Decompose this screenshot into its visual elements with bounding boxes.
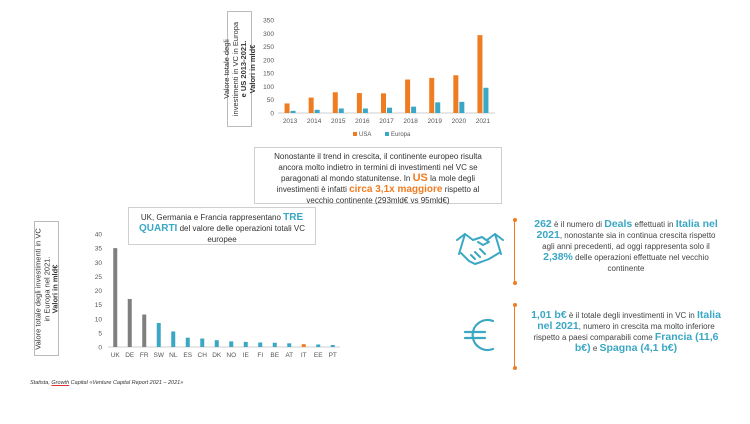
timeline-line-bottom <box>514 307 515 367</box>
bottom-bar-ee <box>316 344 320 347</box>
top-bar-europa <box>435 102 440 113</box>
callout-top-text-3: la mole degli investimenti è infatti <box>276 174 476 194</box>
bottom-chart-ylabel-box <box>34 221 59 356</box>
top-bar-usa <box>285 103 290 113</box>
top-xtick-label: 2016 <box>355 118 370 125</box>
top-legend-label: Europa <box>391 132 411 138</box>
deals-italy-2021: Italia nel 2021 <box>536 218 718 241</box>
top-bar-europa <box>291 111 296 113</box>
callout-top-multiplier: circa 3,1x maggiore <box>349 184 443 195</box>
bottom-bar-be <box>273 343 277 347</box>
callout-top-us: US <box>412 172 428 184</box>
top-bar-europa <box>483 88 488 113</box>
bottom-xtick-label: DK <box>212 352 222 359</box>
bottom-ytick-label: 10 <box>94 316 102 324</box>
bottom-bar-uk <box>113 248 117 347</box>
bottom-bar-chart <box>82 226 344 362</box>
total-investment-stat <box>530 310 722 354</box>
callout-top-text-1: Nonostante il trend in crescita, il continente europeo risulta ancora molto indietro in termini di investimenti nel VC se paragonati al mondo statunitense. In <box>274 152 482 183</box>
top-chart-ylabel-line-2: investimenti in VC in Europa <box>230 21 239 117</box>
footer-text-1: Statista, <box>30 380 52 386</box>
bottom-xtick-label: PT <box>328 352 337 359</box>
bottom-bar-it <box>302 344 306 347</box>
top-ytick-label: 250 <box>263 44 274 52</box>
top-legend-swatch <box>353 132 357 136</box>
top-bar-usa <box>309 98 314 113</box>
bottom-ytick-label: 5 <box>98 330 102 338</box>
top-bar-europa <box>339 108 344 113</box>
bottom-bar-pt <box>331 345 335 347</box>
source-footer <box>30 380 183 386</box>
top-xtick-label: 2014 <box>306 118 322 125</box>
top-bar-europa <box>315 110 320 113</box>
callout-top-text-5: rispetto al vecchio continente (293mld€ vs 95mld€) <box>306 185 480 205</box>
total-italy-2021: Italia nel 2021 <box>537 309 721 332</box>
top-bar-usa <box>477 35 482 113</box>
bottom-xtick-label: NO <box>226 352 237 359</box>
bottom-xtick-label: DE <box>125 352 135 359</box>
top-xtick-label: 2015 <box>331 118 346 125</box>
top-bar-europa <box>363 108 368 113</box>
bottom-xtick-label: IT <box>300 352 307 359</box>
deals-stat <box>530 219 722 274</box>
top-ytick-label: 300 <box>263 30 274 38</box>
bottom-bar-de <box>128 299 132 347</box>
top-bar-usa <box>381 93 386 113</box>
timeline-dot-mid <box>513 281 517 285</box>
top-ytick-label: 350 <box>263 17 274 25</box>
bottom-xtick-label: FR <box>139 352 149 359</box>
bottom-xtick-label: UK <box>110 352 120 359</box>
bottom-ytick-label: 25 <box>94 273 102 281</box>
total-spain: Spagna (4,1 b€) <box>599 342 678 354</box>
bottom-chart-ylabel-line-1: Valore totale degli investimenti in VC <box>32 227 42 350</box>
total-france: Francia (11,6 b€) <box>574 331 719 354</box>
deals-text-6: , nonostante sia in continua crescita rispetto agli anni precedenti, ad oggi rappresenta solo il <box>542 231 716 251</box>
top-ytick-label: 50 <box>266 97 274 105</box>
bottom-chart-ylabel <box>34 228 60 350</box>
top-chart-ylabel-line-4: Valori in mld€ <box>247 44 256 94</box>
deals-text-2: è il numero di <box>551 220 605 229</box>
bottom-ytick-label: 15 <box>94 302 102 310</box>
top-bar-usa <box>357 93 362 113</box>
bottom-bar-ie <box>244 342 248 347</box>
bottom-xtick-label: ES <box>183 352 193 359</box>
bottom-ytick-label: 30 <box>94 259 102 267</box>
handshake-icon <box>455 228 505 268</box>
top-bar-usa <box>405 80 410 113</box>
top-bar-usa <box>453 75 458 113</box>
deals-count: 262 <box>534 218 552 230</box>
bottom-xtick-label: SW <box>153 352 164 359</box>
top-ytick-label: 150 <box>263 70 274 78</box>
bottom-bar-dk <box>215 340 219 347</box>
top-ytick-label: 100 <box>263 83 274 91</box>
bottom-xtick-label: FI <box>257 352 264 359</box>
top-chart-ylabel-box <box>221 11 256 127</box>
top-legend-swatch <box>385 132 389 136</box>
bottom-xtick-label: CH <box>197 352 207 359</box>
bottom-xtick-label: IE <box>242 352 249 359</box>
top-bar-europa <box>387 108 392 113</box>
top-xtick-label: 2020 <box>451 118 467 125</box>
top-bar-usa <box>333 92 338 113</box>
top-xtick-label: 2018 <box>403 118 418 125</box>
footer-text-3: Capital «Venture Capital Report 2021 – 2021» <box>69 380 184 386</box>
three-quarters-callout <box>128 207 316 245</box>
bottom-bar-at <box>287 343 291 347</box>
timeline-dot-bottom <box>513 366 517 370</box>
top-chart-ylabel-line-1: Valore totale degli <box>221 39 231 99</box>
footer-growth: Growth <box>51 380 70 386</box>
us-vs-europe-callout <box>254 147 502 204</box>
bottom-xtick-label: AT <box>285 352 294 359</box>
euro-icon <box>463 315 499 355</box>
top-xtick-label: 2021 <box>475 118 491 125</box>
deals-text-8: delle operazioni effettuate nel vecchio continente <box>572 253 709 273</box>
bottom-ytick-label: 35 <box>94 245 102 253</box>
top-xtick-label: 2017 <box>379 118 394 125</box>
top-bar-usa <box>429 78 434 113</box>
top-bar-chart <box>250 12 500 144</box>
top-ytick-label: 0 <box>270 110 274 118</box>
total-text-4: , numero in crescita ma molto inferiore rispetto a paesi comparabili come <box>533 322 715 342</box>
top-xtick-label: 2013 <box>282 118 298 125</box>
deals-percentage: 2,38% <box>543 251 573 263</box>
total-text-6: e <box>590 344 600 353</box>
callout-bottom-text-3: del valore delle operazioni totali VC europee <box>177 224 305 244</box>
bottom-bar-ch <box>200 339 204 347</box>
bottom-xtick-label: EE <box>313 352 323 359</box>
bottom-bar-fi <box>258 342 262 347</box>
callout-bottom-highlight: TRE QUARTI <box>139 212 304 234</box>
bottom-bar-fr <box>142 315 146 347</box>
bottom-xtick-label: NL <box>169 352 178 359</box>
top-ytick-label: 200 <box>263 57 274 65</box>
deals-word: Deals <box>604 218 633 230</box>
deals-text-4: effettuati in <box>632 220 676 229</box>
bottom-bar-es <box>186 338 190 347</box>
bottom-ytick-label: 40 <box>94 231 102 239</box>
bottom-chart-ylabel-line-3: Valori in mld€ <box>49 264 59 313</box>
top-bar-europa <box>459 102 464 113</box>
top-xtick-label: 2019 <box>427 118 442 125</box>
bottom-xtick-label: BE <box>270 352 280 359</box>
total-text-2: è il totale degli investimenti in VC in <box>566 311 697 320</box>
timeline-line-top <box>514 222 515 281</box>
top-chart-ylabel-line-3: e US 2013-2021. <box>238 40 248 98</box>
top-bar-europa <box>411 107 416 113</box>
bottom-ytick-label: 20 <box>94 288 102 295</box>
total-amount: 1,01 b€ <box>531 309 567 321</box>
bottom-ytick-label: 0 <box>98 344 102 352</box>
bottom-bar-nl <box>171 331 175 347</box>
callout-bottom-text-1: UK, Germania e Francia rappresentano <box>140 213 284 222</box>
bottom-bar-no <box>229 341 233 347</box>
bottom-bar-sw <box>157 323 161 347</box>
bottom-chart-ylabel-line-2: in Europa nel 2021. <box>41 255 51 322</box>
top-legend-label: USA <box>359 132 372 138</box>
